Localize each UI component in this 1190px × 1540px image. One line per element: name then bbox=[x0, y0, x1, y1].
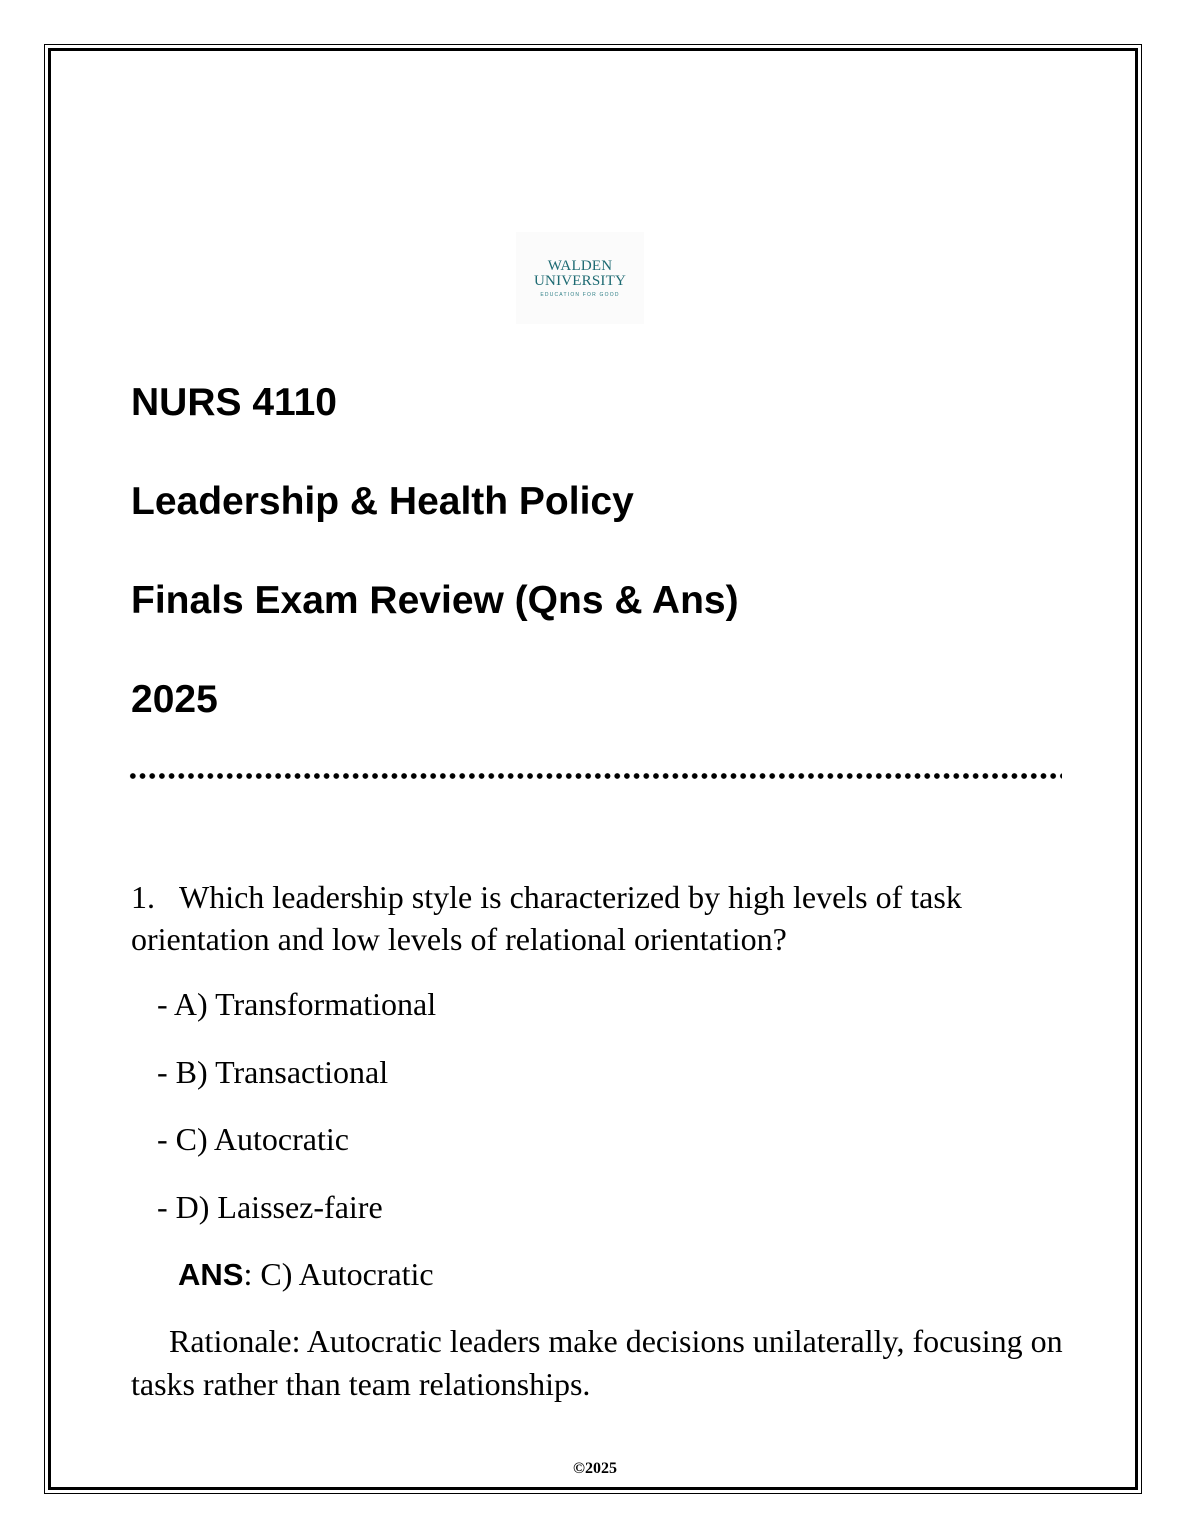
course-title: Leadership & Health Policy bbox=[131, 480, 634, 523]
option-a: - A) Transformational bbox=[157, 986, 437, 1022]
exam-year: 2025 bbox=[131, 678, 218, 721]
logo-line-2: UNIVERSITY bbox=[534, 273, 626, 289]
answer-value: : C) Autocratic bbox=[243, 1256, 434, 1292]
logo-tagline: EDUCATION FOR GOOD bbox=[540, 292, 620, 298]
option-b: - B) Transactional bbox=[157, 1054, 389, 1090]
question-text bbox=[131, 876, 1071, 960]
exam-subtitle: Finals Exam Review (Qns & Ans) bbox=[131, 579, 739, 622]
copyright-footer: ©2025 bbox=[573, 1460, 617, 1477]
option-d: - D) Laissez-faire bbox=[157, 1189, 383, 1225]
answer-label: ANS bbox=[178, 1257, 244, 1292]
walden-university-logo bbox=[516, 232, 644, 324]
answer-rationale: Rationale: Autocratic leaders make decisions unilaterally, focusing on tasks rather than team relationships. bbox=[131, 1323, 1063, 1402]
option-c: - C) Autocratic bbox=[157, 1121, 349, 1157]
answer-line bbox=[178, 1254, 434, 1295]
course-code: NURS 4110 bbox=[131, 381, 337, 424]
logo-line-1: WALDEN bbox=[547, 258, 613, 274]
question-number: 1. bbox=[131, 879, 155, 915]
dotted-divider bbox=[128, 772, 1062, 780]
question-body: Which leadership style is characterized by high levels of task orientation and low levels of relational orientation? bbox=[131, 879, 962, 957]
